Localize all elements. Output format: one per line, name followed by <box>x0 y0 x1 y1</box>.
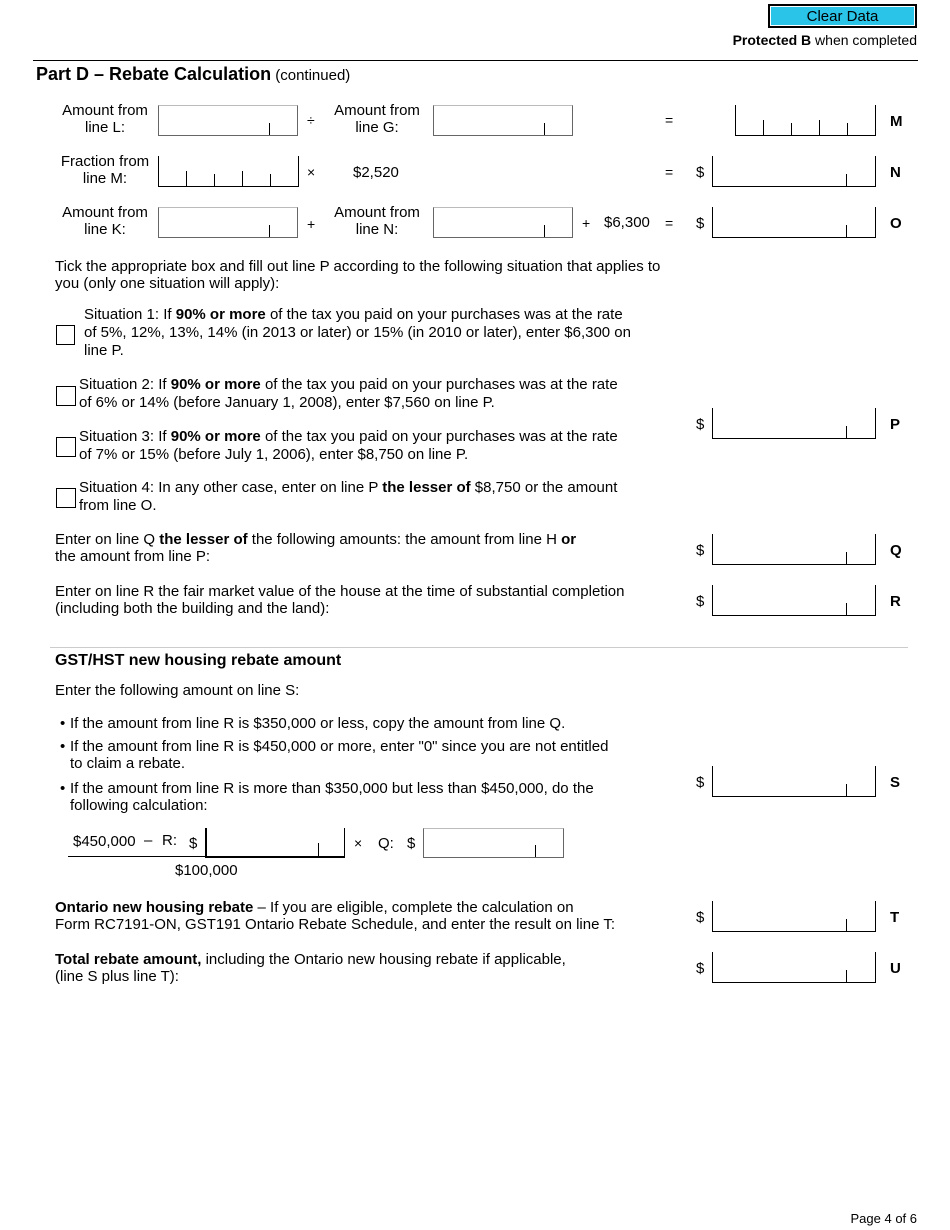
line-r-field[interactable] <box>712 585 876 616</box>
line-o-letter: O <box>890 215 902 232</box>
line-q-mid: the following amounts: the amount from line H <box>247 531 562 548</box>
situation-4-checkbox[interactable] <box>56 488 76 508</box>
section-divider <box>50 647 908 648</box>
clear-data-button[interactable]: Clear Data <box>768 4 917 28</box>
situation-2-bold: 90% or more <box>170 376 261 393</box>
line-u-text <box>55 951 695 985</box>
situation-3-checkbox[interactable] <box>56 437 76 457</box>
line-o-right-label <box>324 204 430 238</box>
situation-3-pre: Situation 3: If <box>79 428 171 445</box>
calc-r-field[interactable] <box>205 828 345 858</box>
gst-bullet-3-line-1: If the amount from line R is more than $350,000 but less than $450,000, do the <box>70 780 594 797</box>
line-q-letter: Q <box>890 542 902 559</box>
line-m-fraction-field[interactable] <box>158 156 299 187</box>
situation-4-line-2: from line O. <box>79 497 157 514</box>
part-d-title-text: Part D – Rebate Calculation <box>36 64 272 84</box>
calc-fraction-line <box>68 856 345 857</box>
line-n-left-label <box>50 153 160 187</box>
line-o-right-label-1: Amount from <box>334 204 420 221</box>
situation-1-line-1 <box>84 306 684 324</box>
line-t-field[interactable] <box>712 901 876 932</box>
line-t-letter: T <box>890 909 900 926</box>
calc-denominator: $100,000 <box>175 862 238 879</box>
line-n-dollar: $ <box>696 164 705 181</box>
line-q-text <box>55 531 675 565</box>
line-m-right-label-2: line G: <box>355 119 399 136</box>
calc-r-label: R: <box>162 832 177 849</box>
line-q-bold-1: the lesser of <box>159 531 248 548</box>
divide-operator: ÷ <box>307 112 315 128</box>
situation-1-line-3: line P. <box>84 342 124 359</box>
part-d-subtitle: (continued) <box>275 67 351 84</box>
gst-bullet-3-line-2: following calculation: <box>70 797 208 814</box>
line-n-amount-field[interactable] <box>433 207 573 238</box>
line-g-amount-field[interactable] <box>433 105 573 136</box>
part-d-title <box>36 64 350 85</box>
line-u-letter: U <box>890 960 901 977</box>
gst-bullet-1: • If the amount from line R is $350,000 or less, copy the amount from line Q. <box>60 715 660 732</box>
plus-operator: + <box>307 216 316 232</box>
line-o-dollar: $ <box>696 215 705 232</box>
line-n-equals: = <box>665 164 674 180</box>
gst-bullet-1-line-1: If the amount from line R is $350,000 or less, copy the amount from line Q. <box>70 715 566 732</box>
calc-dollar-1: $ <box>189 835 198 852</box>
line-r-text <box>55 583 675 617</box>
line-m-right-label <box>324 102 430 136</box>
line-o-constant: $6,300 <box>604 214 650 231</box>
line-o-left-label <box>50 204 160 238</box>
line-t-text <box>55 899 695 933</box>
calc-dollar-2: $ <box>407 835 416 852</box>
situation-3-bold: 90% or more <box>170 428 261 445</box>
line-n-left-label-2: line M: <box>82 170 128 187</box>
line-m-equals: = <box>665 112 674 128</box>
line-r-dollar: $ <box>696 593 705 610</box>
situation-2-checkbox[interactable] <box>56 386 76 406</box>
situation-1-text <box>84 306 684 360</box>
protected-notice <box>733 32 917 48</box>
line-q-line-1 <box>55 531 675 548</box>
situation-3-line-1 <box>79 428 679 446</box>
line-s-field[interactable] <box>712 766 876 797</box>
calc-times: × <box>354 835 363 851</box>
line-m-right-label-1: Amount from <box>334 102 420 119</box>
line-s-dollar: $ <box>696 774 705 791</box>
line-r-line-2: (including both the building and the land): <box>55 600 330 617</box>
line-t-line-2: Form RC7191-ON, GST191 Ontario Rebate Schedule, and enter the result on line T: <box>55 916 616 933</box>
situation-4-line-1 <box>79 479 679 497</box>
line-r-letter: R <box>890 593 901 610</box>
situation-2-line-2: of 6% or 14% (before January 1, 2008), enter $7,560 on line P. <box>79 394 495 411</box>
line-t-rest: – If you are eligible, complete the calculation on <box>253 899 574 916</box>
gst-section-intro: Enter the following amount on line S: <box>55 682 300 699</box>
situation-4-text <box>79 479 679 515</box>
line-k-amount-field[interactable] <box>158 207 298 238</box>
line-u-dollar: $ <box>696 960 705 977</box>
line-u-line-1 <box>55 951 695 968</box>
tick-intro-text <box>55 258 715 292</box>
line-m-letter: M <box>890 113 903 130</box>
situation-1-post: of the tax you paid on your purchases was at the rate <box>265 306 623 323</box>
situation-1-line-2: of 5%, 12%, 13%, 14% (in 2013 or later) or 15% (in 2010 or later), enter $6,300 on <box>84 324 631 341</box>
line-n-letter: N <box>890 164 901 181</box>
page-number: Page 4 of 6 <box>850 1211 917 1226</box>
line-t-line-1 <box>55 899 695 916</box>
line-t-dollar: $ <box>696 909 705 926</box>
situation-2-text <box>79 376 679 412</box>
protected-b-label: Protected B <box>732 32 812 48</box>
gst-bullet-2-line-1: If the amount from line R is $450,000 or more, enter "0" since you are not entitled <box>70 738 609 755</box>
line-q-pre: Enter on line Q <box>55 531 160 548</box>
line-q-line-2: the amount from line P: <box>55 548 211 565</box>
calc-numerator: $450,000 <box>73 833 136 850</box>
header-rule <box>33 60 918 61</box>
situation-1-pre: Situation 1: If <box>84 306 176 323</box>
calc-q-field[interactable] <box>423 828 564 858</box>
line-s-letter: S <box>890 774 901 791</box>
line-u-field[interactable] <box>712 952 876 983</box>
line-n-constant: $2,520 <box>353 164 399 181</box>
line-o-equals: = <box>665 215 674 231</box>
situation-4-post: $8,750 or the amount <box>470 479 618 496</box>
line-o-plus: + <box>582 215 591 231</box>
line-o-right-label-2: line N: <box>355 221 399 238</box>
line-m-left-label-1: Amount from <box>62 102 148 119</box>
line-p-dollar: $ <box>696 416 705 433</box>
situation-1-checkbox[interactable] <box>56 325 75 345</box>
tick-intro-line-2: you (only one situation will apply): <box>55 275 280 292</box>
line-u-rest: including the Ontario new housing rebate if applicable, <box>201 951 566 968</box>
line-m-left-label-2: line L: <box>84 119 126 136</box>
line-r-line-1: Enter on line R the fair market value of the house at the time of substantial completion <box>55 583 625 600</box>
situation-3-line-2: of 7% or 15% (before July 1, 2006), enter $8,750 on line P. <box>79 446 469 463</box>
line-n-result-field[interactable] <box>712 156 876 187</box>
situation-1-bold: 90% or more <box>175 306 266 323</box>
situation-2-post: of the tax you paid on your purchases was at the rate <box>260 376 618 393</box>
gst-bullet-2: • If the amount from line R is $450,000 or more, enter "0" since you are not entitled to claim a rebate. <box>60 738 660 772</box>
line-n-left-label-1: Fraction from <box>60 153 150 170</box>
calc-minus: – <box>144 832 153 849</box>
situation-4-pre: Situation 4: In any other case, enter on line P <box>79 479 383 496</box>
protected-rest-label: when completed <box>811 32 917 48</box>
line-p-letter: P <box>890 416 901 433</box>
multiply-operator: × <box>307 164 316 180</box>
line-p-field[interactable] <box>712 408 876 439</box>
line-o-left-label-2: line K: <box>84 221 126 238</box>
situation-3-text <box>79 428 679 464</box>
line-u-line-2: (line S plus line T): <box>55 968 179 985</box>
line-m-result-field[interactable] <box>735 105 876 136</box>
line-q-dollar: $ <box>696 542 705 559</box>
line-m-left-label <box>50 102 160 136</box>
situation-3-post: of the tax you paid on your purchases was at the rate <box>260 428 618 445</box>
situation-2-pre: Situation 2: If <box>79 376 171 393</box>
gst-bullet-2-line-2: to claim a rebate. <box>70 755 186 772</box>
line-o-result-field[interactable] <box>712 207 876 238</box>
situation-2-line-1 <box>79 376 679 394</box>
tick-intro-line-1: Tick the appropriate box and fill out line P according to the following situation that applies to <box>55 258 661 275</box>
line-o-left-label-1: Amount from <box>62 204 148 221</box>
gst-bullet-3: • If the amount from line R is more than $350,000 but less than $450,000, do the following calculation: <box>60 780 660 814</box>
line-q-field[interactable] <box>712 534 876 565</box>
line-q-bold-2: or <box>561 531 577 548</box>
line-l-amount-field[interactable] <box>158 105 298 136</box>
situation-4-bold: the lesser of <box>382 479 471 496</box>
line-u-bold: Total rebate amount, <box>55 951 202 968</box>
calc-q-label: Q: <box>378 835 394 852</box>
gst-section-title: GST/HST new housing rebate amount <box>55 652 342 669</box>
line-t-bold: Ontario new housing rebate <box>55 899 254 916</box>
